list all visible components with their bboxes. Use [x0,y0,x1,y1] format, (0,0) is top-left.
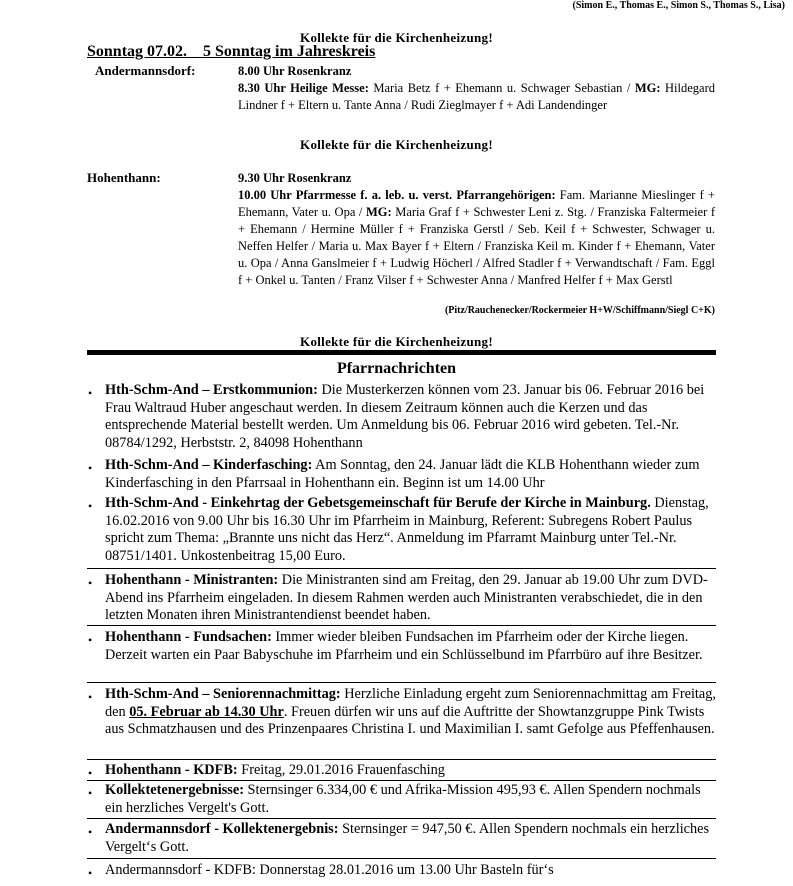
hohenthann-mass-text-2: Maria Graf f + Schwester Leni z. Stg. / Franziska Faltermeier f + Ehemann / Hermine Müller f + Franziska Gerstl / Seb. Keil f + Schwester, Schwager u. Neffen Helfer / Maria u. Max Bayer f + Eltern / Franziska Keil m. Kinder f + Ehemann, Vater u. Opa / Anna Ganslmeier f + Ludwig Höcherl / Alfred Stadler f + Verwandtschaft / Fam. Eggl f + Onkel u. Tanten / Franz Vilser f + Schwester Anna / Manfred Helfer f + Max Gerstl [238,205,715,287]
andermannsdorf-mg-label: MG: [634,81,661,95]
news-item-kollektenergebnisse [105,782,717,817]
bullet-icon: • [88,461,93,475]
item-divider [87,568,716,569]
news-body: Immer wieder bleiben Fundsachen im Pfarrheim oder der Kirche liegen. Derzeit warten ein Paar Babyschuhe im Pfarrheim und ein Schlüsselbund im Pfarrbüro auf ihre Besitzer. [105,629,703,663]
bullet-icon: • [88,690,93,704]
andermannsdorf-rosary: 8.00 Uhr Rosenkranz [238,64,352,78]
place-andermannsdorf: Andermannsdorf: [95,63,196,78]
news-body: Andermannsdorf - KDFB: Donnerstag 28.01.2016 um 13.00 Uhr Basteln für‘s [105,862,554,878]
item-divider [87,625,716,626]
news-body: Freitag, 29.01.2016 Frauenfasching [237,762,445,778]
news-head: Kollektetenergebnisse: [105,782,244,798]
bullet-icon: • [88,633,93,647]
hohenthann-mg-label: MG: [365,205,392,219]
item-divider [87,682,716,683]
news-item-kinderfasching [105,457,717,492]
news-body: Am Sonntag, den 24. Januar lädt die KLB Hohenthann wieder zum Kinderfasching in den Pfarrsaal in Hohenthann ein. Beginn ist um 14.00 Uhr [105,457,700,491]
news-body-2: . Freuen dürfen wir uns auf die Auftritte der Showtanzgruppe Pink Twists aus Schmatzhausen und des Prinzenpaares Christina I. und Maximilian I. samt Gefolge aus Pfeffenhausen. [105,703,715,738]
news-item-fundsachen [105,629,717,664]
hohenthann-mass-text-1: Fam. Marianne Mieslinger f + Ehemann, Vater u. Opa / [238,188,715,219]
andermannsdorf-mass [238,80,715,114]
hohenthann-mass-title: 10.00 Uhr Pfarrmesse f. a. leb. u. verst. Pfarrangehörigen: [238,188,556,202]
item-divider [87,780,716,781]
news-date-highlight: 05. Februar ab 14.30 Uhr [129,703,284,720]
news-head: Hohenthann - KDFB: [105,762,238,778]
news-body: Sternsinger = 947,50 €. Allen Spendern nochmals ein herzliches Vergelt‘s Gott. [105,821,710,855]
news-head: Hth-Schm-And – Seniorennachmittag: [105,686,341,702]
news-body: Sternsinger 6.334,00 € und Afrika-Mission 495,93 €. Allen Spendern nochmals ein herzliches Vergelt's Gott. [105,782,701,816]
bullet-icon: • [88,766,93,780]
andermannsdorf-mass-text-2: Hildegard Lindner f + Eltern u. Tante Anna / Rudi Zieglmayer f + Adi Landendinger [238,81,716,112]
bullet-icon: • [88,499,93,513]
bullet-icon: • [88,786,93,800]
news-item-erstkommunion [105,382,717,453]
kollekte-notice: Kollekte für die Kirchenheizung! [300,30,493,45]
section-heading: Pfarrnachrichten [336,360,457,377]
section-divider [87,350,716,355]
news-item-kdfb [105,762,717,780]
andermannsdorf-mass-text-1: Maria Betz f + Ehemann u. Schwager Sebastian / [368,81,635,95]
news-body-1: Herzliche Einladung ergeht zum Seniorennachmittag am Freitag, den [105,686,716,720]
news-head: Hth-Schm-And - Einkehrtag der Gebetsgemeinschaft für Berufe der Kirche in Mainburg. [105,495,651,511]
news-head: Hth-Schm-And – Kinderfasching: [105,457,313,473]
ministrant-credits: (Pitz/Rauchenecker/Rockermeier H+W/Schiffmann/Siegl C+K) [444,305,715,316]
news-head: Hohenthann - Fundsachen: [105,629,272,645]
news-head: Andermannsdorf - Kollektenergebnis: [105,821,339,837]
item-divider [87,818,716,819]
hohenthann-rosary: 9.30 Uhr Rosenkranz [238,171,352,185]
news-item-andermannsdorf-kollekte [105,821,717,856]
news-head: Hth-Schm-And – Erstkommunion: [105,382,318,398]
bullet-icon: • [88,386,93,400]
news-item-einkehrtag [105,495,717,566]
news-body: Die Ministranten sind am Freitag, den 29. Januar ab 19.00 Uhr zum DVD-Abend ins Pfarrheim eingeladen. In diesem Rahmen werden auch Ministranten verabschiedet, die in den letzten Monaten ihren Ministrantendienst beendet haben. [105,572,708,624]
news-body: Dienstag, 16.02.2016 von 9.00 Uhr bis 16.30 Uhr im Pfarrheim in Mainburg, Referent: Subregens Robert Paulus spricht zum Thema: „Brannte uns nicht das Herz“. Anmeldung im Pfarramt Mainburg unter Tel.-Nr. 08751/1401. Unkostenbeitrag 15,00 Euro. [105,495,709,565]
bullet-icon: • [88,866,93,880]
sunday-date: Sonntag 07.02. [87,43,188,60]
andermannsdorf-mass-title: 8.30 Uhr Heilige Messe: [238,81,369,95]
news-item-andermannsdorf-kdfb [105,862,717,880]
place-hohenthann: Hohenthann: [87,170,161,185]
news-body: Die Musterkerzen können vom 23. Januar bis 06. Februar 2016 bei Frau Waltraud Huber angeschaut werden. In diesem Zeitraum können auch die Kerzen und das entsprechende Material bestellt werden. Um Anmeldung bis 06. Februar 2016 wird gebeten. Tel.-Nr. 08784/1292, Herbststr. 2, 84098 Hohenthann [105,382,705,452]
sunday-title: 5 Sonntag im Jahreskreis [203,43,376,60]
sunday-heading [87,43,375,61]
bullet-icon: • [88,825,93,839]
kollekte-notice: Kollekte für die Kirchenheizung! [300,334,493,349]
kollekte-notice: Kollekte für die Kirchenheizung! [300,137,493,152]
news-item-ministranten [105,572,717,625]
ministrant-credits-top: (Simon E., Thomas E., Simon S., Thomas S., Lisa) [572,0,785,11]
bullet-icon: • [88,576,93,590]
item-divider [87,759,716,760]
news-item-seniorennachmittag [105,686,717,739]
news-head: Hohenthann - Ministranten: [105,572,279,588]
hohenthann-mass [238,187,715,289]
item-divider [87,858,716,859]
